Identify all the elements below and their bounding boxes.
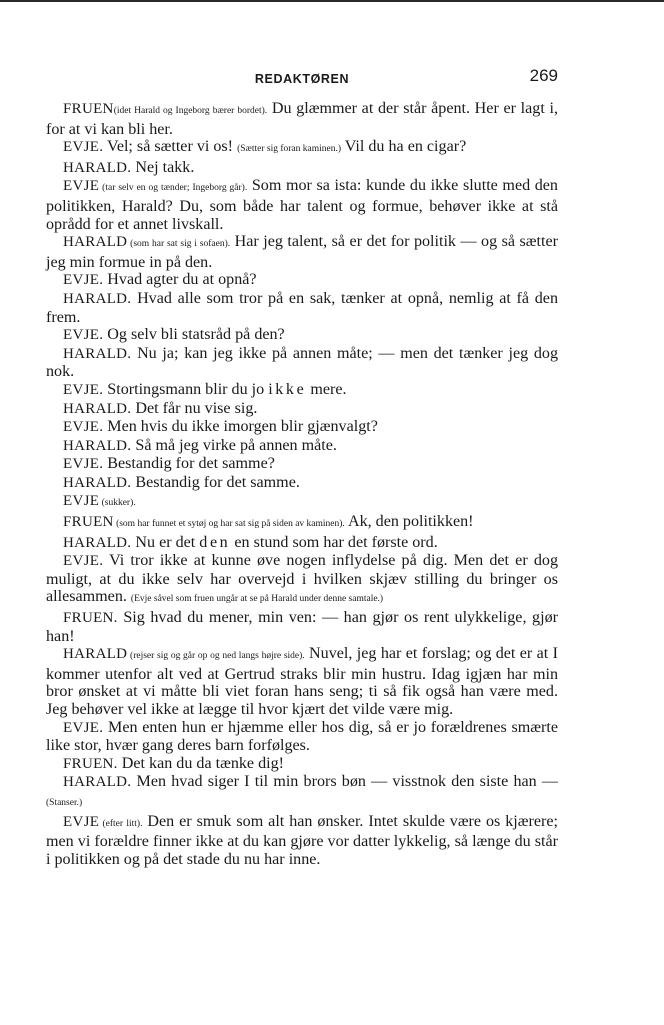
dialogue-text: Du glæmmer at der står åpent. Her er lagt i, for at vi kan bli her.	[46, 100, 558, 138]
speech	[46, 100, 558, 138]
speech	[46, 773, 558, 812]
speaker-name: EVJE.	[63, 456, 104, 473]
speech	[46, 719, 558, 755]
stage-direction: (idet Harald og Ingeborg bærer bordet).	[113, 106, 268, 116]
stage-direction: (Evje såvel som fruen ungår at se på Harald under denne samtale.)	[130, 594, 384, 605]
dialogue-text: Ak, den politikken!	[344, 513, 474, 531]
speaker-name: FRUEN	[63, 514, 114, 531]
top-border-line	[0, 0, 664, 2]
speaker-name: HARALD.	[63, 474, 132, 491]
stage-direction: (som har funnet et sytøj og har sat sig på siden av kaminen).	[113, 519, 345, 530]
stage-direction: (efter litt).	[99, 818, 143, 829]
speech	[46, 381, 558, 400]
speech	[46, 418, 558, 437]
margin-mark	[0, 990, 10, 991]
speech	[46, 513, 558, 534]
dialogue-text: Stortingsmann blir du jo	[103, 380, 269, 398]
emphasized-text: den	[199, 533, 231, 551]
dialogue-text: en stund som har det første ord.	[230, 533, 438, 551]
play-dialogue	[46, 100, 558, 868]
dialogue-text: Bestandig for det samme.	[131, 473, 300, 491]
speech	[46, 326, 558, 345]
dialogue-text: Hvad agter du at opnå?	[103, 271, 257, 289]
dialogue-text: Så må jeg virke på annen måte.	[131, 436, 337, 454]
speaker-name: HARALD	[63, 234, 128, 251]
speaker-name: HARALD.	[63, 290, 132, 307]
speaker-name: EVJE.	[63, 419, 104, 436]
speaker-name: EVJE.	[63, 553, 104, 570]
speech	[46, 474, 558, 493]
dialogue-text: Vil du ha en cigar?	[341, 138, 467, 156]
speech	[46, 609, 558, 645]
speaker-name: HARALD.	[63, 534, 132, 551]
speech	[46, 755, 558, 774]
stage-direction: (Stanser.)	[46, 797, 83, 808]
speech	[46, 138, 558, 159]
speech	[46, 455, 558, 474]
speaker-name: EVJE	[63, 493, 100, 510]
speaker-name: EVJE.	[63, 719, 104, 736]
speaker-name: HARALD.	[63, 774, 132, 791]
speech	[46, 645, 558, 718]
speaker-name: EVJE.	[63, 381, 104, 398]
speech	[46, 534, 558, 553]
page-number: 269	[529, 66, 558, 85]
dialogue-text: Og selv bli statsråd på den?	[103, 326, 285, 344]
speaker-name: FRUEN	[63, 101, 114, 117]
stage-direction: (tar selv en og tænder; Ingeborg går).	[99, 183, 248, 194]
speaker-name: EVJE	[63, 813, 100, 830]
page-header	[46, 66, 558, 90]
dialogue-text: mere.	[306, 380, 347, 398]
speech	[46, 400, 558, 419]
dialogue-text: Men hvad siger I til min brors bøn — visstnok den siste han —	[131, 773, 558, 791]
stage-direction: (sukker).	[99, 498, 136, 509]
dialogue-text: Bestandig for det samme?	[103, 455, 275, 473]
speech	[46, 345, 558, 381]
speaker-name: EVJE.	[63, 327, 104, 344]
dialogue-text: Nuvel, jeg har et forslag; og det er at I kommer utenfor alt ved at Gertrud straks blir min hustru. Idag igjæn har min bror ønsket at vi måtte bli viet foran hans seng; ti så fik også han være med. Jeg behøver vel ikke at lægge til hvor kjært det vilde være mig.	[46, 645, 559, 718]
dialogue-text: Det får nu vise sig.	[131, 399, 258, 417]
dialogue-text: Nu ja; kan jeg ikke på annen måte; — men det tænker jeg dog nok.	[46, 344, 558, 381]
speech	[46, 177, 558, 233]
dialogue-text: Men enten hun er hjæmme eller hos dig, så er jo forældrenes smærte like stor, hvær gang deres barn forfølges.	[46, 718, 558, 755]
speaker-name: FRUEN.	[63, 755, 118, 772]
stage-direction: (rejser sig og går op og ned langs højre side).	[127, 651, 305, 662]
dialogue-text: Hvad alle som tror på en sak, tænker at opnå, nemlig at få den frem.	[46, 289, 558, 326]
dialogue-text: Vi tror ikke at kunne øve nogen inflydelse på dig. Men det er dog muligt, at du ikke selv har overvejd i hvilken skjæv stilling du bringer os allesammen.	[46, 552, 558, 606]
speech	[46, 552, 558, 609]
speaker-name: HARALD	[63, 646, 128, 663]
dialogue-text: Som mor sa ista: kunde du ikke slutte med den politikken, Harald? Du, som både har talent og formue, behøver ikke at stå oprådd for et annet livskall.	[46, 177, 558, 233]
speech	[46, 159, 558, 178]
speaker-name: FRUEN.	[63, 610, 118, 627]
speaker-name: HARALD.	[63, 400, 132, 417]
speech	[46, 813, 558, 869]
dialogue-text: Nu er det	[131, 533, 200, 551]
speech	[46, 437, 558, 456]
emphasized-text: ikke	[268, 380, 307, 398]
dialogue-text: Vel; så sætter vi os!	[103, 138, 238, 156]
speaker-name: EVJE	[63, 178, 100, 195]
speech	[46, 290, 558, 326]
dialogue-text: Men hvis du ikke imorgen blir gjænvalgt?	[103, 418, 378, 436]
dialogue-text: Den er smuk som alt han ønsker. Intet skulde være os kjærere; men vi forældre finner ikke at du kan gjøre vor datter lykkelig, så længe du står i politikken og på det stade du nu har inne.	[46, 812, 558, 868]
speaker-name: HARALD.	[63, 159, 132, 176]
speech	[46, 233, 558, 271]
speaker-name: HARALD.	[63, 437, 132, 454]
dialogue-text: Det kan du da tænke dig!	[117, 754, 284, 772]
speaker-name: EVJE.	[63, 272, 104, 289]
speech	[46, 492, 558, 513]
running-title: REDAKTØREN	[254, 72, 350, 86]
dialogue-text: Nej takk.	[131, 158, 195, 176]
speaker-name: HARALD.	[63, 345, 132, 362]
dialogue-text: Sig hvad du mener, min ven: — han gjør os rent ulykkelige, gjør han!	[46, 609, 558, 645]
stage-direction: (som har sat sig i sofaen).	[127, 239, 231, 250]
dialogue-text: Har jeg talent, så er det for politik — og så sætter jeg min formue in på den.	[46, 233, 558, 271]
stage-direction: (Sætter sig foran kaminen.)	[237, 144, 342, 155]
speech	[46, 271, 558, 290]
speaker-name: EVJE.	[63, 139, 104, 156]
